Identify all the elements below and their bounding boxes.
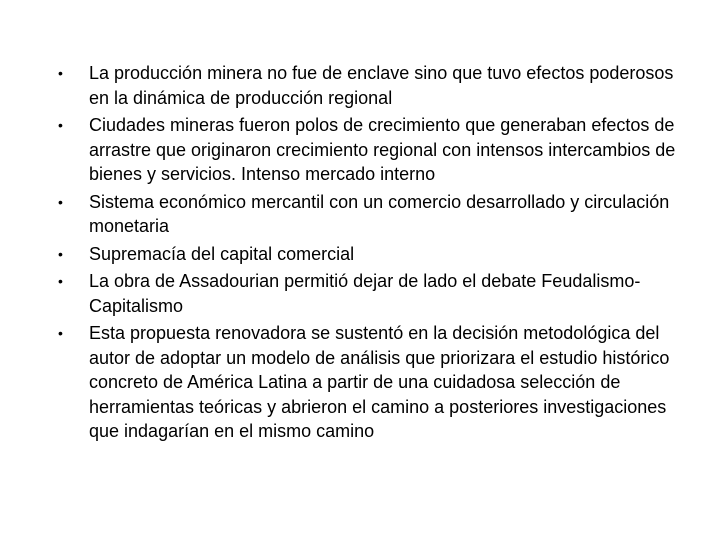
bullet-item [54,190,684,239]
bullet-list [54,61,684,444]
bullet-item [54,113,684,187]
bullet-marker: • [58,117,63,133]
bullet-text: La producción minera no fue de enclave sino que tuvo efectos poderosos en la dinámica de producción regional [89,63,674,108]
bullet-marker: • [58,65,63,81]
bullet-text: Supremacía del capital comercial [89,243,355,264]
bullet-marker: • [58,325,63,341]
bullet-text: Sistema económico mercantil con un comercio desarrollado y circulación monetaria [89,191,670,236]
bullet-item [54,61,684,110]
bullet-marker: • [58,193,63,210]
bullet-marker: • [58,273,63,289]
bullet-text: Ciudades mineras fueron polos de crecimiento que generaban efectos de arrastre que originaron crecimiento regional con intensos intercambios de bienes y servicios. Intenso mercado interno [89,115,676,184]
bullet-text: La obra de Assadourian permitió dejar de lado el debate Feudalismo-Capitalismo [89,271,641,316]
bullet-item [54,242,684,267]
bullet-item [54,269,684,318]
bullet-item [54,321,684,444]
bullet-text: Esta propuesta renovadora se sustentó en la decisión metodológica del autor de adoptar un modelo de análisis que priorizara el estudio histórico concreto de América Latina a partir de una cuidadosa selección de herramientas teóricas y abrieron el camino a posteriores investigaciones que indagarían en el mismo camino [89,323,670,441]
bullet-marker: • [58,245,63,262]
